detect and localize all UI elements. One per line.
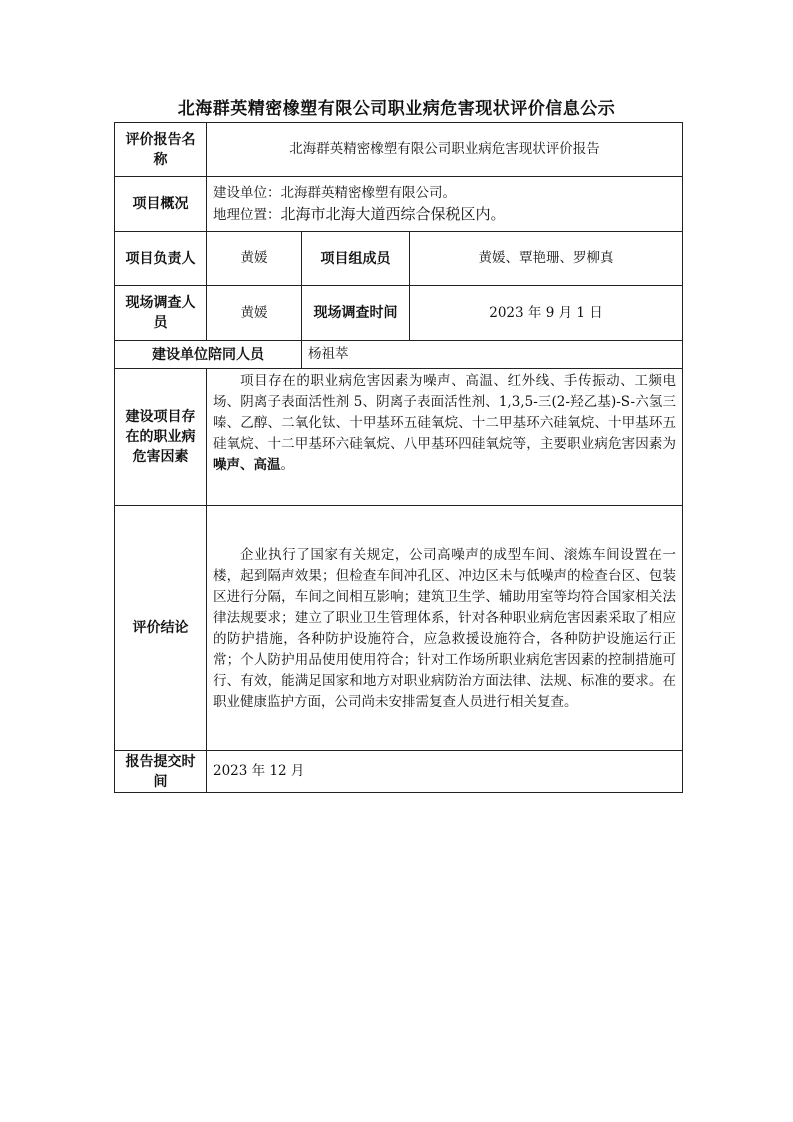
row-submit <box>115 751 683 793</box>
escort-value: 杨祖萃 <box>302 341 683 369</box>
row-conclusion <box>115 506 683 751</box>
report-name-label: 评价报告名称 <box>115 123 207 177</box>
survey-time-value: 2023 年 9 月 1 日 <box>410 286 683 341</box>
row-hazards <box>115 369 683 506</box>
conclusion-text: 企业执行了国家有关规定，公司高噪声的成型车间、滚炼车间设置在一楼，起到隔声效果；但检查车间冲孔区、冲边区未与低噪声的检查台区、包装区进行分隔，车间之间相互影响；建筑卫生学、辅助用室等均符合国家相关法律法规要求；建立了职业卫生管理体系，针对各种职业病危害因素采取了相应的防护措施，各种防护设施符合，应急救援设施符合，各种防护设施运行正常；个人防护用品使用使用符合；针对工作场所职业病危害因素的控制措施可行、有效，能满足国家和地方对职业病防治方面法律、法规、标准的要求。在职业健康监护方面，公司尚未安排需复查人员进行相关复查。 <box>207 506 683 751</box>
report-name-value: 北海群英精密橡塑有限公司职业病危害现状评价报告 <box>207 123 683 177</box>
overview-unit: 建设单位：北海群英精密橡塑有限公司。 <box>213 184 456 201</box>
members-value: 黄媛、覃艳珊、罗柳真 <box>410 232 683 286</box>
hazards-label: 建设项目存在的职业病危害因素 <box>115 369 207 506</box>
page-title: 北海群英精密橡塑有限公司职业病危害现状评价信息公示 <box>177 99 616 119</box>
members-label: 项目组成员 <box>302 232 410 286</box>
escort-label: 建设单位陪同人员 <box>115 341 302 369</box>
row-escort <box>115 341 683 369</box>
hazards-text <box>207 369 683 506</box>
row-report-name <box>115 123 683 177</box>
overview-location-line <box>213 204 676 226</box>
submit-value: 2023 年 12 月 <box>207 751 683 793</box>
survey-value: 黄媛 <box>207 286 302 341</box>
leader-value: 黄媛 <box>207 232 302 286</box>
hazards-main: 噪声、高温 <box>213 457 281 473</box>
hazards-end: 。 <box>280 457 294 473</box>
row-survey <box>115 286 683 341</box>
row-leader <box>115 232 683 286</box>
overview-label: 项目概况 <box>115 177 207 232</box>
overview-value <box>207 177 683 232</box>
conclusion-label: 评价结论 <box>115 506 207 751</box>
survey-time-label: 现场调查时间 <box>302 286 410 341</box>
row-overview <box>115 177 683 232</box>
info-table <box>114 122 683 793</box>
survey-label: 现场调查人员 <box>115 286 207 341</box>
overview-location-prefix: 地理位置： <box>213 206 281 223</box>
hazards-body: 项目存在的职业病危害因素为噪声、高温、红外线、手传振动、工频电场、阴离子表面活性剂 5、阴离子表面活性剂、1,3,5-三(2-羟乙基)-S-六氢三嗪、乙醇、二氧化钛、十甲基环五硅氧烷、十二甲基环六硅氧烷、十甲基环五硅氧烷、十二甲基环六硅氧烷、八甲基环四硅氧烷等，主要职业病危害因素为 <box>213 373 677 452</box>
overview-location: 北海市北海大道西综合保税区内。 <box>280 204 506 223</box>
submit-label: 报告提交时间 <box>115 751 207 793</box>
leader-label: 项目负责人 <box>115 232 207 286</box>
